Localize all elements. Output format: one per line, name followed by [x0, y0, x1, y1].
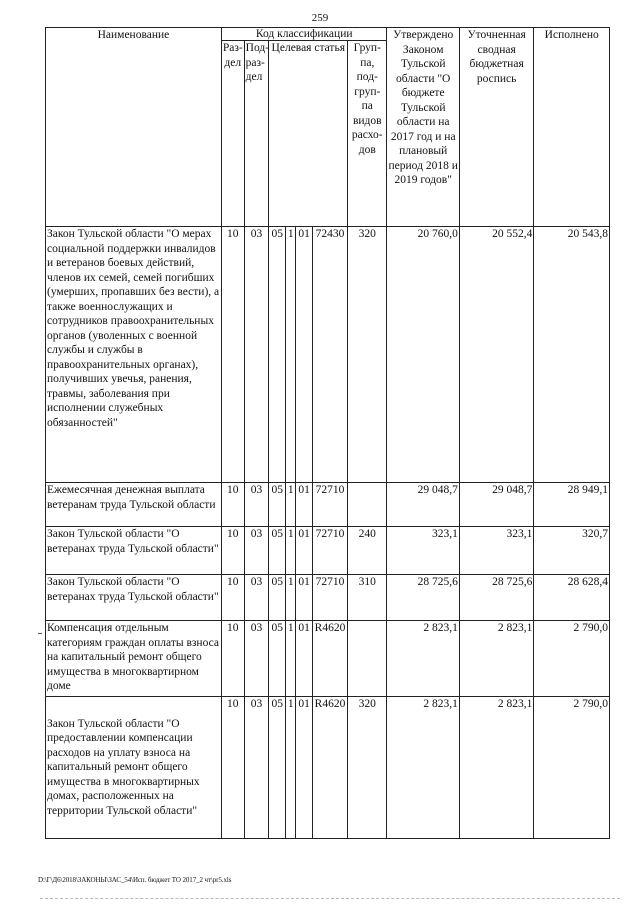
row-section: 10: [221, 697, 244, 839]
row-section: 10: [221, 621, 244, 697]
row-subsection: 03: [244, 621, 269, 697]
table-row: [46, 621, 610, 697]
row-group: 310: [348, 575, 387, 621]
row-name: Закон Тульской области "О мерах социальной поддержки инвалидов и ветеранов боевых действий, членов их семей, семей погибших (умерших, пропавших без вести), а также военнослужащих и сотрудников правоохранительных органов (уволенных с военной службы и службы в правоохранительных органах), получивших увечья, ранения, травмы, заболевания при исполнении служебных обязанностей": [46, 227, 222, 483]
row-group: [348, 483, 387, 527]
row-article-part2: 1: [286, 483, 296, 527]
header-target-article: Целевая статья: [269, 41, 348, 227]
row-article-part3: 01: [296, 227, 313, 483]
header-subsection: Под- раз- дел: [244, 41, 269, 227]
row-section: 10: [221, 227, 244, 483]
row-article-part2: 1: [286, 697, 296, 839]
row-refined: 28 725,6: [459, 575, 533, 621]
row-executed: 28 628,4: [534, 575, 610, 621]
table-row: [46, 483, 610, 527]
row-article-part2: 1: [286, 575, 296, 621]
row-subsection: 03: [244, 227, 269, 483]
row-subsection: 03: [244, 483, 269, 527]
row-article-part1: 05: [269, 697, 286, 839]
row-group: [348, 621, 387, 697]
row-group: 320: [348, 697, 387, 839]
table-row: [46, 527, 610, 575]
row-approved: 2 823,1: [387, 621, 459, 697]
row-subsection: 03: [244, 575, 269, 621]
row-article-part4: R4620: [312, 621, 347, 697]
header-name: Наименование: [46, 28, 222, 227]
page-number: 259: [311, 12, 329, 24]
row-subsection: 03: [244, 697, 269, 839]
row-article-part4: 72710: [312, 575, 347, 621]
header-classification: Код классификации: [221, 28, 387, 41]
page-bottom-edge: [40, 898, 620, 899]
row-section: 10: [221, 575, 244, 621]
row-article-part3: 01: [296, 621, 313, 697]
row-article-part1: 05: [269, 527, 286, 575]
table-row: [46, 227, 610, 483]
row-name: Компенсация отдельным категориям граждан оплаты взноса на капитальный ремонт общего имущества в многоквартирном доме: [46, 621, 222, 697]
row-article-part3: 01: [296, 483, 313, 527]
row-name: Закон Тульской области "О ветеранах труда Тульской области": [46, 575, 222, 621]
row-approved: 28 725,6: [387, 575, 459, 621]
row-article-part3: 01: [296, 575, 313, 621]
row-article-part1: 05: [269, 575, 286, 621]
header-executed: Исполнено: [534, 28, 610, 227]
row-article-part4: R4620: [312, 697, 347, 839]
row-name: Закон Тульской области "О ветеранах труда Тульской области": [46, 527, 222, 575]
row-article-part2: 1: [286, 527, 296, 575]
row-refined: 20 552,4: [459, 227, 533, 483]
row-article-part1: 05: [269, 227, 286, 483]
row-name: Закон Тульской области "О предоставлении компенсации расходов на уплату взноса на капитальный ремонт общего имущества в многоквартирных домах, расположенных на территории Тульской области": [46, 697, 222, 839]
row-article-part4: 72430: [312, 227, 347, 483]
row-section: 10: [221, 527, 244, 575]
row-executed: 2 790,0: [534, 621, 610, 697]
footer-file-path: D:\Г\Д6\2018\ЗАКОНЫ\ЗАС_54\Исп. бюджет ТО 2017_2 чт\pr5.xls: [38, 876, 232, 884]
header-refined: Уточненная сводная бюджетная роспись: [459, 28, 533, 227]
row-approved: 323,1: [387, 527, 459, 575]
row-refined: 29 048,7: [459, 483, 533, 527]
row-executed: 28 949,1: [534, 483, 610, 527]
row-executed: 320,7: [534, 527, 610, 575]
scan-mark: [38, 633, 42, 634]
row-executed: 2 790,0: [534, 697, 610, 839]
row-executed: 20 543,8: [534, 227, 610, 483]
row-name: Ежемесячная денежная выплата ветеранам труда Тульской области: [46, 483, 222, 527]
row-refined: 2 823,1: [459, 697, 533, 839]
row-article-part4: 72710: [312, 527, 347, 575]
table-row: [46, 575, 610, 621]
row-approved: 20 760,0: [387, 227, 459, 483]
row-refined: 323,1: [459, 527, 533, 575]
row-approved: 29 048,7: [387, 483, 459, 527]
row-article-part1: 05: [269, 483, 286, 527]
table-row: [46, 697, 610, 839]
row-article-part3: 01: [296, 697, 313, 839]
row-refined: 2 823,1: [459, 621, 533, 697]
row-section: 10: [221, 483, 244, 527]
row-article-part4: 72710: [312, 483, 347, 527]
row-group: 240: [348, 527, 387, 575]
header-approved: Утверждено Законом Тульской области "О бюджете Тульской области на 2017 год и на плановый период 2018 и 2019 годов": [387, 28, 459, 227]
row-article-part2: 1: [286, 227, 296, 483]
header-section: Раз- дел: [221, 41, 244, 227]
row-group: 320: [348, 227, 387, 483]
row-article-part3: 01: [296, 527, 313, 575]
row-article-part1: 05: [269, 621, 286, 697]
row-subsection: 03: [244, 527, 269, 575]
row-approved: 2 823,1: [387, 697, 459, 839]
row-article-part2: 1: [286, 621, 296, 697]
budget-table: [45, 27, 610, 839]
header-expense-group: Груп- па, под- груп- па видов расхо- дов: [348, 41, 387, 227]
